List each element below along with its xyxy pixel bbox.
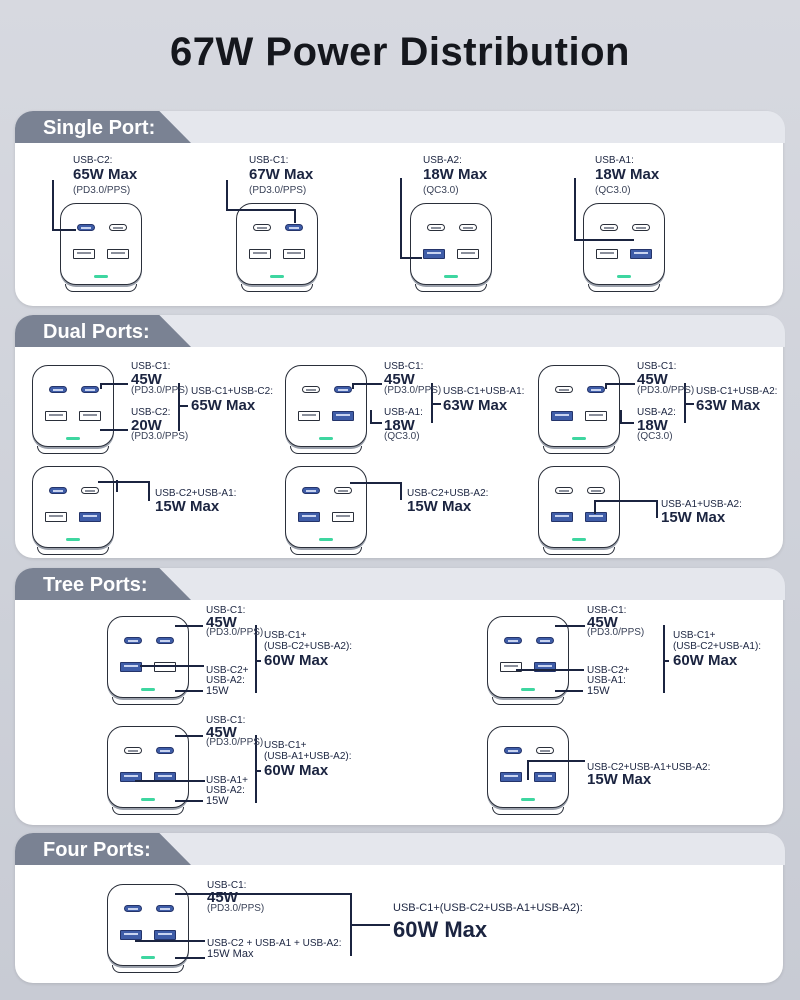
connector-line (684, 403, 694, 405)
port-usb-c1 (334, 487, 352, 494)
four-combo: USB-C1+(USB-C2+USB-A1+USB-A2): (393, 902, 583, 914)
connector-line (516, 669, 584, 671)
connector-line (135, 780, 205, 782)
tree1-p1: USB-C1: (206, 605, 246, 616)
led-indicator (66, 538, 80, 541)
port-slot (160, 908, 170, 910)
dual4-total: 15W Max (155, 498, 220, 515)
connector-line (98, 481, 148, 483)
port-usb-c2 (49, 487, 67, 494)
port-slot (463, 227, 473, 229)
dual1-w2: 20W (131, 417, 162, 434)
charger-device (32, 365, 114, 447)
dual1-p1: USB-C1: (131, 361, 171, 372)
port-usb-c1 (587, 487, 605, 494)
led-indicator (141, 798, 155, 801)
port-usb-c1 (536, 747, 554, 754)
charger-base (290, 547, 362, 555)
charger-device (60, 203, 142, 285)
port-slot (600, 252, 614, 254)
port-usb-a2 (423, 249, 445, 259)
connector-line (431, 403, 441, 405)
port-slot (555, 414, 569, 416)
port-slot (49, 414, 63, 416)
port-slot (81, 227, 91, 229)
connector-line (527, 760, 529, 780)
port-usb-c2 (555, 487, 573, 494)
port-usb-c1 (156, 905, 174, 912)
connector-line (400, 482, 402, 500)
dual3-p2: USB-A2: (637, 407, 676, 418)
tree1-p2a: USB-C2+ (206, 665, 249, 676)
connector-line (226, 209, 294, 211)
port-slot (53, 389, 63, 391)
port-usb-c1 (285, 224, 303, 231)
single-protocol-4: (QC3.0) (595, 185, 631, 196)
dual5-combo: USB-C2+USB-A2: (407, 488, 489, 499)
led-indicator (319, 538, 333, 541)
connector-line (255, 770, 261, 772)
four-p2: USB-C2 + USB-A1 + USB-A2: (207, 938, 342, 949)
charger-base (37, 446, 109, 454)
connector-line (100, 383, 128, 385)
led-indicator (617, 275, 631, 278)
connector-line (140, 665, 204, 667)
tree2-w2: 15W (587, 685, 610, 697)
port-usb-c1 (109, 224, 127, 231)
single-port-label-4: USB-A1: (595, 155, 634, 166)
port-usb-c2 (504, 747, 522, 754)
port-usb-c1 (587, 386, 605, 393)
connector-line (574, 178, 576, 240)
port-usb-a2 (73, 249, 95, 259)
four-w2: 15W Max (207, 948, 254, 960)
tree1-w1: 45W (206, 614, 237, 631)
single-port-label-3: USB-A2: (423, 155, 462, 166)
dual2-p1: USB-C1: (384, 361, 424, 372)
dual2-w2: 18W (384, 417, 415, 434)
connector-line (350, 482, 400, 484)
port-usb-a1 (457, 249, 479, 259)
charger-device (487, 616, 569, 698)
connector-line (605, 383, 607, 389)
tree1-total: 60W Max (264, 652, 329, 669)
dual5-total: 15W Max (407, 498, 472, 515)
tree3-p2a: USB-A1+ (206, 775, 248, 786)
connector-line (178, 405, 188, 407)
port-slot (128, 908, 138, 910)
tree3-p1: USB-C1: (206, 715, 246, 726)
port-slot (53, 490, 63, 492)
port-slot (508, 750, 518, 752)
connector-line (175, 893, 350, 895)
dual1-combo: USB-C1+USB-C2: (191, 386, 273, 397)
section-label: Four Ports: (43, 839, 151, 861)
connector-line (294, 209, 296, 223)
led-indicator (270, 275, 284, 278)
single-protocol-2: (PD3.0/PPS) (249, 185, 307, 196)
dual4-combo: USB-C2+USB-A1: (155, 488, 237, 499)
four-w1: 45W (207, 889, 238, 906)
port-usb-a1 (332, 512, 354, 522)
port-slot (540, 640, 550, 642)
dual2-pr1: (PD3.0/PPS) (384, 385, 442, 396)
single-protocol-1: (PD3.0/PPS) (73, 185, 131, 196)
single-port-label-2: USB-C1: (249, 155, 289, 166)
charger-device (236, 203, 318, 285)
charger-base (241, 284, 313, 292)
port-usb-c1 (459, 224, 477, 231)
port-slot (77, 252, 91, 254)
connector-line (175, 957, 205, 959)
connector-line (175, 800, 203, 802)
connector-line (175, 690, 203, 692)
tree4-combo: USB-C2+USB-A1+USB-A2: (587, 762, 711, 773)
tree2-combo1: USB-C1+ (673, 630, 716, 641)
port-slot (538, 665, 552, 667)
page-title: 67W Power Distribution (170, 30, 630, 74)
port-slot (124, 775, 138, 777)
port-usb-c2 (124, 747, 142, 754)
led-indicator (319, 437, 333, 440)
charger-base (37, 547, 109, 555)
port-usb-a2 (551, 512, 573, 522)
led-indicator (66, 437, 80, 440)
dual1-pr2: (PD3.0/PPS) (131, 431, 189, 442)
connector-line (370, 410, 372, 424)
port-slot (461, 252, 475, 254)
dual2-pr2: (QC3.0) (384, 431, 420, 442)
port-slot (302, 414, 316, 416)
port-slot (427, 252, 441, 254)
connector-line (350, 924, 390, 926)
charger-device (583, 203, 665, 285)
section-label: Tree Ports: (43, 574, 148, 596)
dual6-combo: USB-A1+USB-A2: (661, 499, 742, 510)
dual2-p2: USB-A1: (384, 407, 423, 418)
port-usb-c2 (600, 224, 618, 231)
single-power-3: 18W Max (423, 166, 488, 183)
port-usb-a1 (534, 772, 556, 782)
port-usb-a1 (630, 249, 652, 259)
tree1-p2b: USB-A2: (206, 675, 245, 686)
port-slot (85, 490, 95, 492)
single-power-4: 18W Max (595, 166, 660, 183)
port-slot (257, 227, 267, 229)
dual3-w2: 18W (637, 417, 668, 434)
connector-line (663, 625, 665, 693)
port-usb-a1 (154, 930, 176, 940)
port-slot (508, 640, 518, 642)
connector-line (135, 940, 205, 942)
dual1-pr1: (PD3.0/PPS) (131, 385, 189, 396)
port-slot (83, 414, 97, 416)
port-slot (336, 414, 350, 416)
led-indicator (572, 437, 586, 440)
port-slot (336, 515, 350, 517)
connector-line (100, 383, 102, 389)
connector-line (620, 422, 634, 424)
charger-device (538, 365, 620, 447)
connector-line (175, 625, 203, 627)
led-indicator (521, 798, 535, 801)
port-usb-a2 (551, 411, 573, 421)
dual3-w1: 45W (637, 371, 668, 388)
port-usb-a1 (79, 512, 101, 522)
led-indicator (94, 275, 108, 278)
dual3-pr1: (PD3.0/PPS) (637, 385, 695, 396)
port-slot (306, 389, 316, 391)
charger-base (112, 965, 184, 973)
tree3-w2: 15W (206, 795, 229, 807)
dual3-p1: USB-C1: (637, 361, 677, 372)
port-slot (540, 750, 550, 752)
port-slot (538, 775, 552, 777)
four-p1: USB-C1: (207, 880, 247, 891)
port-usb-a1 (585, 512, 607, 522)
four-pr1: (PD3.0/PPS) (207, 903, 265, 914)
port-slot (124, 665, 138, 667)
connector-line (116, 480, 118, 492)
port-slot (128, 750, 138, 752)
port-slot (604, 227, 614, 229)
connector-line (148, 481, 150, 501)
single-power-1: 65W Max (73, 166, 138, 183)
port-slot (160, 750, 170, 752)
port-usb-a2 (120, 662, 142, 672)
port-slot (124, 933, 138, 935)
connector-line (594, 500, 596, 514)
charger-device (410, 203, 492, 285)
port-usb-a2 (249, 249, 271, 259)
connector-line (352, 383, 354, 389)
tree1-combo2: (USB-C2+USB-A2): (264, 641, 353, 652)
connector-line (663, 660, 669, 662)
section-label: Dual Ports: (43, 321, 150, 343)
dual3-combo: USB-C1+USB-A2: (696, 386, 778, 397)
port-slot (504, 665, 518, 667)
port-usb-a1 (79, 411, 101, 421)
charger-device (285, 365, 367, 447)
tree2-total: 60W Max (673, 652, 738, 669)
four-total: 60W Max (393, 917, 488, 942)
port-slot (636, 227, 646, 229)
charger-base (112, 807, 184, 815)
port-slot (49, 515, 63, 517)
port-usb-a1 (154, 662, 176, 672)
led-indicator (572, 538, 586, 541)
dual3-total: 63W Max (696, 397, 761, 414)
port-slot (158, 775, 172, 777)
port-usb-c1 (81, 386, 99, 393)
port-slot (559, 389, 569, 391)
single-port-label-1: USB-C2: (73, 155, 113, 166)
connector-line (555, 625, 585, 627)
tree1-combo1: USB-C1+ (264, 630, 307, 641)
port-usb-a1 (107, 249, 129, 259)
charger-device (285, 466, 367, 548)
connector-line (352, 383, 382, 385)
charger-base (290, 446, 362, 454)
port-usb-a1 (585, 411, 607, 421)
port-slot (111, 252, 125, 254)
led-indicator (141, 956, 155, 959)
port-slot (338, 389, 348, 391)
connector-line (555, 690, 583, 692)
port-usb-a2 (45, 512, 67, 522)
port-usb-c2 (124, 637, 142, 644)
port-slot (591, 389, 601, 391)
port-usb-a2 (120, 930, 142, 940)
connector-line (52, 180, 54, 230)
port-usb-c2 (302, 386, 320, 393)
dual3-pr2: (QC3.0) (637, 431, 673, 442)
port-slot (83, 515, 97, 517)
port-usb-a2 (500, 772, 522, 782)
tree2-p2b: USB-A1: (587, 675, 626, 686)
port-slot (289, 227, 299, 229)
tree2-p2a: USB-C2+ (587, 665, 630, 676)
connector-line (226, 180, 228, 210)
charger-device (107, 884, 189, 966)
connector-line (400, 257, 422, 259)
dual1-total: 65W Max (191, 397, 256, 414)
port-usb-a2 (298, 411, 320, 421)
tree4-total: 15W Max (587, 771, 652, 788)
dual6-total: 15W Max (661, 509, 726, 526)
single-protocol-3: (QC3.0) (423, 185, 459, 196)
tree3-total: 60W Max (264, 762, 329, 779)
port-usb-a1 (332, 411, 354, 421)
charger-base (492, 807, 564, 815)
port-usb-c1 (632, 224, 650, 231)
connector-line (400, 178, 402, 258)
dual1-p2: USB-C2: (131, 407, 171, 418)
port-usb-c2 (302, 487, 320, 494)
tree2-p1: USB-C1: (587, 605, 627, 616)
tree3-combo1: USB-C1+ (264, 740, 307, 751)
port-usb-c2 (124, 905, 142, 912)
port-usb-a1 (283, 249, 305, 259)
port-slot (634, 252, 648, 254)
charger-device (107, 616, 189, 698)
port-usb-c2 (49, 386, 67, 393)
port-slot (128, 640, 138, 642)
tree3-p2b: USB-A2: (206, 785, 245, 796)
port-slot (589, 515, 603, 517)
port-usb-c2 (427, 224, 445, 231)
tree1-w2: 15W (206, 685, 229, 697)
section-label: Single Port: (43, 117, 156, 139)
connector-line (620, 410, 622, 424)
port-slot (589, 414, 603, 416)
port-slot (160, 640, 170, 642)
charger-base (415, 284, 487, 292)
connector-line (527, 760, 585, 762)
port-usb-c2 (555, 386, 573, 393)
charger-base (543, 446, 615, 454)
tree1-pr1: (PD3.0/PPS) (206, 627, 264, 638)
port-usb-c2 (253, 224, 271, 231)
port-usb-c1 (156, 747, 174, 754)
connector-line (656, 500, 658, 518)
port-usb-c1 (156, 637, 174, 644)
dual2-combo: USB-C1+USB-A1: (443, 386, 525, 397)
port-slot (113, 227, 123, 229)
connector-line (255, 660, 261, 662)
port-slot (431, 227, 441, 229)
port-slot (306, 490, 316, 492)
port-usb-a2 (298, 512, 320, 522)
port-slot (85, 389, 95, 391)
charger-base (543, 547, 615, 555)
led-indicator (444, 275, 458, 278)
charger-device (107, 726, 189, 808)
dual1-w1: 45W (131, 371, 162, 388)
port-usb-a2 (45, 411, 67, 421)
tree2-pr1: (PD3.0/PPS) (587, 627, 645, 638)
single-power-2: 67W Max (249, 166, 314, 183)
tree2-w1: 45W (587, 614, 618, 631)
charger-base (112, 697, 184, 705)
port-slot (555, 515, 569, 517)
charger-base (65, 284, 137, 292)
port-slot (559, 490, 569, 492)
connector-line (100, 429, 128, 431)
connector-line (605, 383, 635, 385)
connector-line (175, 735, 203, 737)
dual2-total: 63W Max (443, 397, 508, 414)
charger-device (538, 466, 620, 548)
tree3-w1: 45W (206, 724, 237, 741)
charger-device (32, 466, 114, 548)
led-indicator (141, 688, 155, 691)
charger-base (588, 284, 660, 292)
port-slot (504, 775, 518, 777)
dual2-w1: 45W (384, 371, 415, 388)
connector-line (52, 229, 76, 231)
port-usb-c1 (81, 487, 99, 494)
port-slot (253, 252, 267, 254)
port-usb-c1 (536, 637, 554, 644)
connector-line (594, 500, 656, 502)
port-slot (302, 515, 316, 517)
tree3-combo2: (USB-A1+USB-A2): (264, 751, 352, 762)
port-usb-a2 (596, 249, 618, 259)
port-usb-c1 (334, 386, 352, 393)
port-usb-c2 (77, 224, 95, 231)
tree2-combo2: (USB-C2+USB-A1): (673, 641, 762, 652)
port-slot (591, 490, 601, 492)
port-slot (158, 933, 172, 935)
led-indicator (521, 688, 535, 691)
tree3-pr1: (PD3.0/PPS) (206, 737, 264, 748)
charger-base (492, 697, 564, 705)
connector-line (574, 239, 634, 241)
port-slot (338, 490, 348, 492)
port-slot (287, 252, 301, 254)
port-usb-c2 (504, 637, 522, 644)
